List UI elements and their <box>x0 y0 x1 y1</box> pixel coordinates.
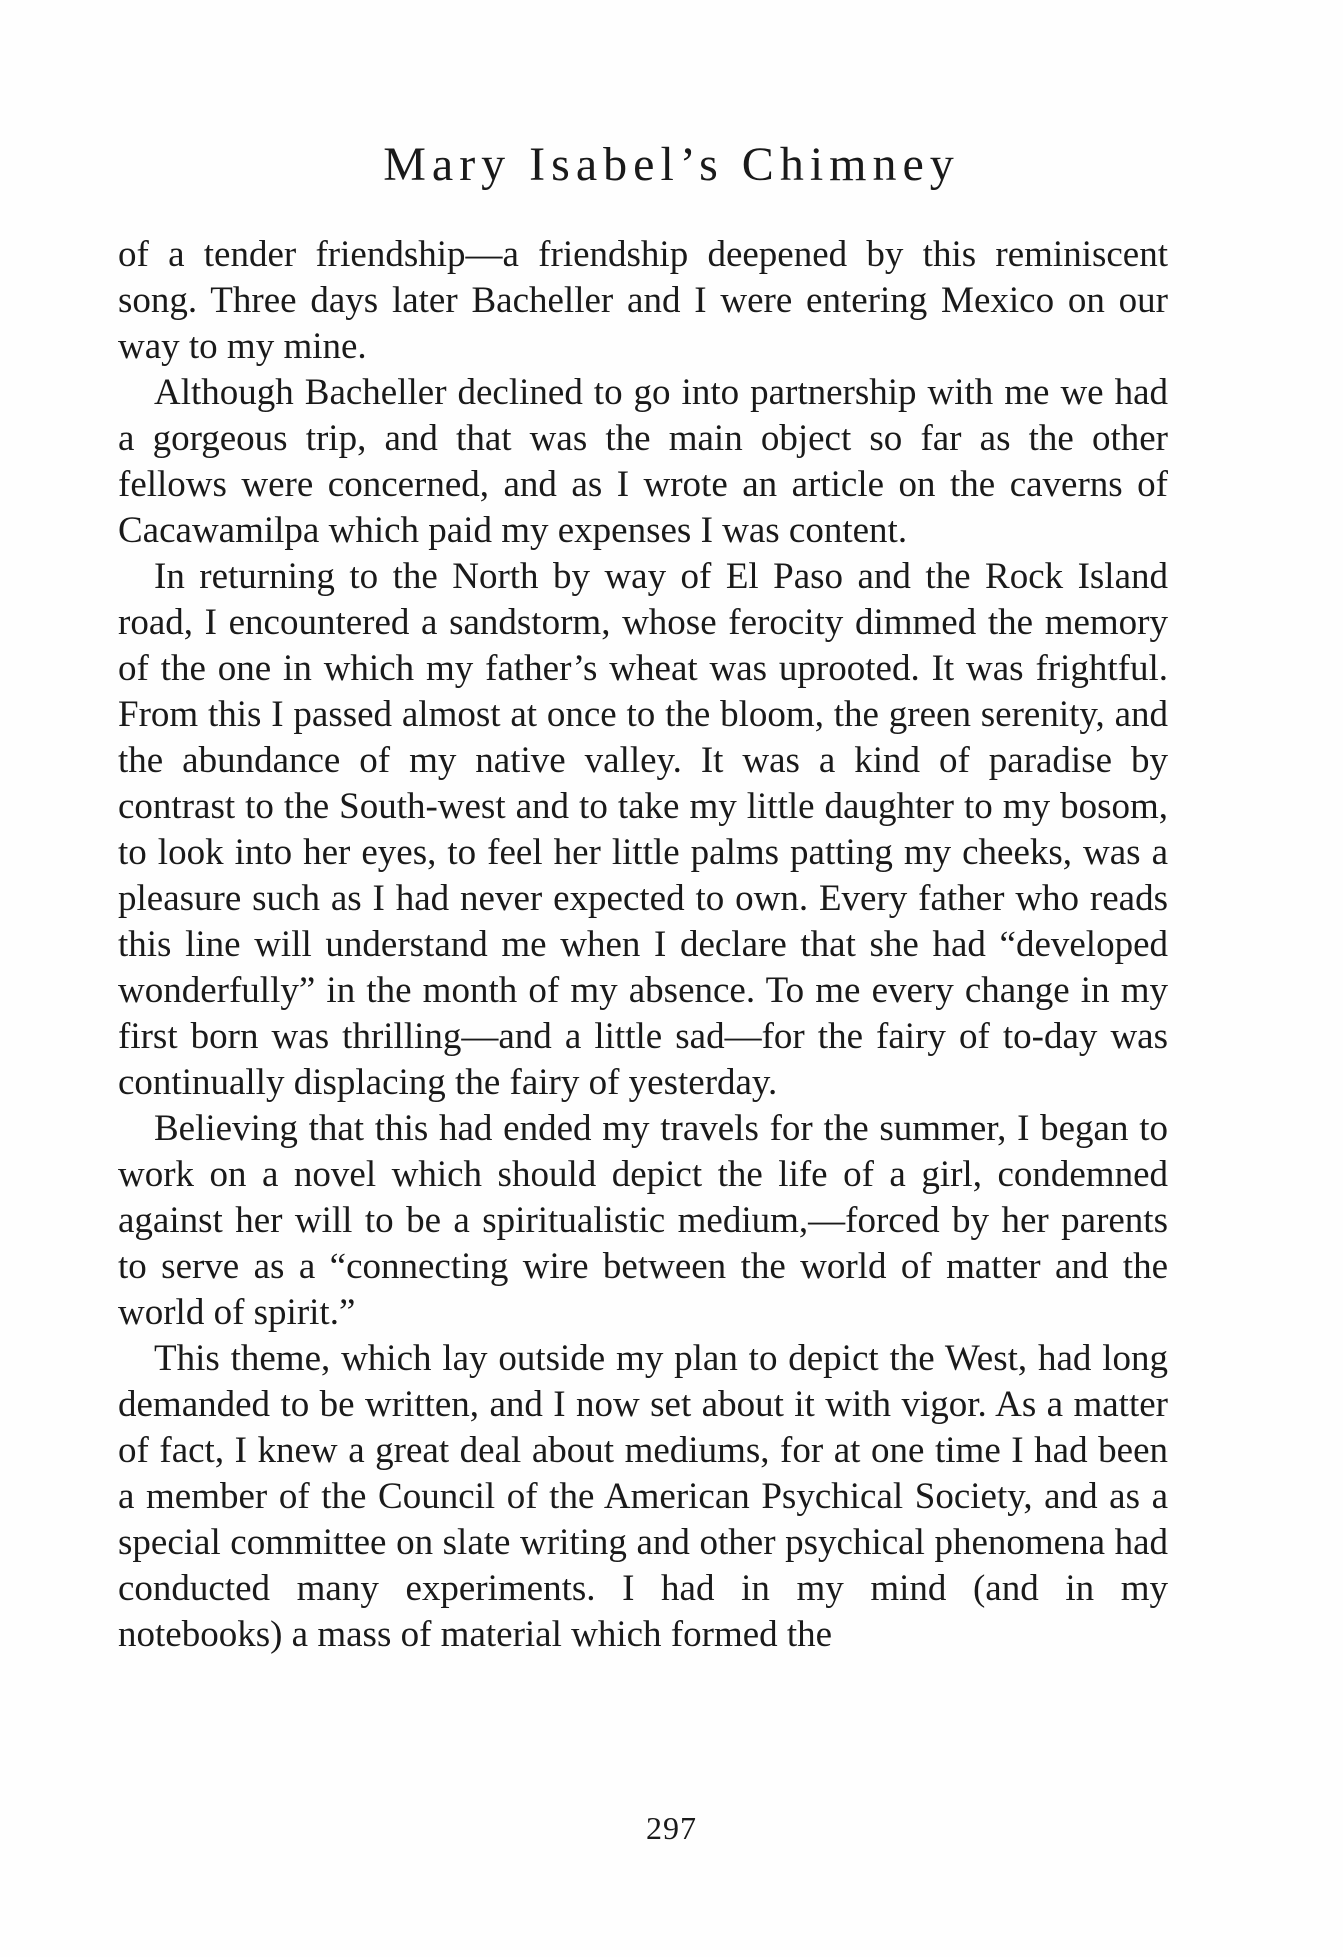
body-text <box>118 232 1168 1658</box>
paragraph-3: In returning to the North by way of El Paso and the Rock Island road, I encountered a sandstorm, whose ferocity dimmed the memory of the one in which my father’s wheat was uprooted. It was frightful. From this I passed almost at once to the bloom, the green serenity, and the abundance of my native valley. It was a kind of paradise by contrast to the South-west and to take my little daughter to my bosom, to look into her eyes, to feel her little palms patting my cheeks, was a pleasure such as I had never expected to own. Every father who reads this line will understand me when I declare that she had “developed wonderfully” in the month of my absence. To me every change in my first born was thrilling—and a little sad—for the fairy of to-day was continually displacing the fairy of yesterday. <box>118 556 1168 1103</box>
paragraph-1: of a tender friendship—a friendship deepened by this reminiscent song. Three days later Bacheller and I were entering Mexico on our way to my mine. <box>118 234 1168 367</box>
paragraph-4: Believing that this had ended my travels for the summer, I began to work on a novel which should depict the life of a girl, condemned against her will to be a spiritualistic medium,—forced by her parents to serve as a “connecting wire between the world of matter and the world of spirit.” <box>118 1108 1168 1333</box>
paragraph-2: Although Bacheller declined to go into partnership with me we had a gorgeous trip, and that was the main object so far as the other fellows were concerned, and as I wrote an article on the caverns of Cacawamilpa which paid my expenses I was content. <box>118 372 1168 551</box>
running-head: Mary Isabel’s Chimney <box>383 138 960 191</box>
paragraph-5: This theme, which lay outside my plan to depict the West, had long demanded to be written, and I now set about it with vigor. As a matter of fact, I knew a great deal about mediums, for at one time I had been a member of the Council of the American Psychical Society, and as a special committee on slate writing and other psychical phenomena had conducted many experiments. I had in my mind (and in my notebooks) a mass of material which formed the <box>118 1338 1168 1655</box>
page-number: 297 <box>646 1810 697 1846</box>
